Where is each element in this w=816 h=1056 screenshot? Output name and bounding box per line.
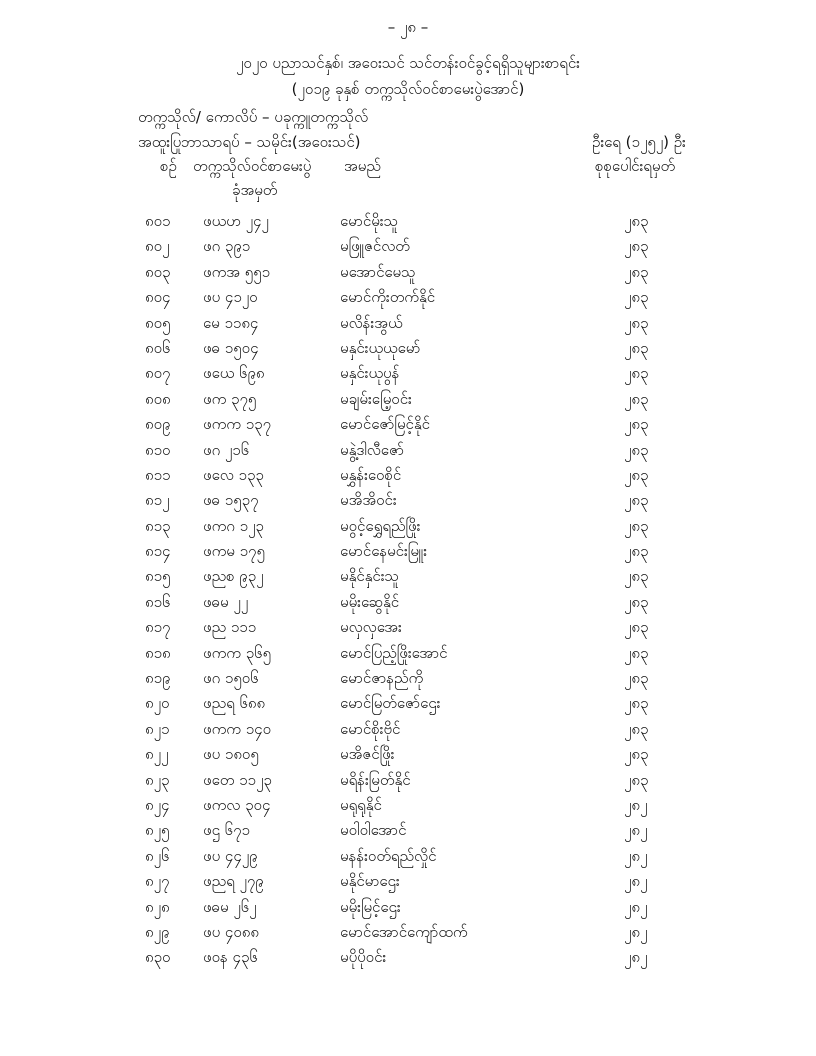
table-row — [0, 821, 816, 846]
score: ၂၈၃ — [624, 618, 649, 637]
column-header-name: အမည် — [344, 157, 381, 175]
student-name: မနွဲ့ဒါလီဇော် — [340, 440, 405, 459]
student-name: မနှင်းယုယုမော် — [340, 338, 421, 357]
table-row — [0, 517, 816, 542]
score: ၂၈၃ — [624, 364, 649, 383]
table-row — [0, 644, 816, 669]
table-row — [0, 314, 816, 339]
row-number: ၈၁၁ — [145, 465, 171, 484]
student-name: မရုရုနိုင် — [340, 795, 382, 814]
row-number: ၈၁၃ — [145, 516, 171, 535]
roll-number: ဖညရ ၆၈၈ — [203, 694, 266, 713]
score: ၂၈၃ — [624, 262, 649, 281]
table-row — [0, 898, 816, 923]
roll-number: ဖဌ ၆၇၁ — [203, 821, 250, 840]
roll-number: မေ ၁၁၈၄ — [203, 313, 259, 332]
student-name: မအောင်မေသူ — [340, 262, 416, 281]
score: ၂၈၂ — [624, 795, 648, 814]
row-number: ၈၀၄ — [145, 288, 171, 307]
roll-number: ဖညရ ၂၇၉ — [203, 872, 264, 891]
student-name: မအိဇင်ဖြိုး — [340, 745, 395, 764]
table-row — [0, 415, 816, 440]
row-number: ၈၂၅ — [145, 821, 170, 840]
score: ၂၈၃ — [624, 719, 649, 738]
table-row — [0, 720, 816, 745]
student-name: မနွှန်းဝေစိုင် — [340, 465, 402, 484]
total-count: ဦးရေ (၁၂၅၂) ဦး — [592, 133, 686, 151]
roll-number: ဖဂ ၃၉၁ — [203, 237, 251, 256]
roll-number: ဖပ ၁၈၀၅ — [203, 745, 259, 764]
column-header-roll-line2: ခုံအမှတ် — [232, 181, 278, 199]
table-row — [0, 796, 816, 821]
roll-number: ဖဓမ ၂၆၂ — [203, 897, 257, 916]
score: ၂၈၃ — [624, 567, 649, 586]
roll-number: ဖလေ ၁၃၃ — [203, 465, 264, 484]
table-row — [0, 694, 816, 719]
roll-number: ဖပ ၄၄၂၉ — [203, 846, 258, 865]
row-number: ၈၂၀ — [145, 694, 170, 713]
column-header-roll: တက္ကသိုလ်ဝင်စာမေးပွဲ — [193, 157, 312, 175]
student-name: မမိုးမြင့်ဌေး — [340, 897, 401, 916]
row-number: ၈၁၆ — [145, 592, 171, 611]
score: ၂၈၃ — [624, 694, 649, 713]
table-row — [0, 872, 816, 897]
student-name: မဝါဝါအောင် — [340, 821, 407, 840]
score: ၂၈၃ — [624, 338, 649, 357]
student-name: မဝွင့်ရွှေရည်ဖြိုး — [340, 516, 421, 535]
roll-number: ဖကအ ၅၅၁ — [203, 262, 271, 281]
student-name: မပိုပိုဝင်း — [340, 948, 387, 967]
table-row — [0, 847, 816, 872]
row-number: ၈၀၁ — [145, 212, 171, 230]
student-name: မလိန်းအွယ် — [340, 313, 403, 332]
score: ၂၈၃ — [624, 237, 649, 256]
student-name: မအိအိဝင်း — [340, 491, 397, 510]
table-row — [0, 390, 816, 415]
row-number: ၈၀၆ — [145, 338, 171, 357]
table-row — [0, 263, 816, 288]
table-row — [0, 745, 816, 770]
roll-number: ဖညစ ၉၃၂ — [203, 567, 264, 586]
score: ၂၈၃ — [624, 516, 649, 535]
score: ၂၈၃ — [624, 440, 649, 459]
roll-number: ဖဂ ၁၅၀၆ — [203, 669, 259, 688]
score: ၂၈၃ — [624, 643, 649, 662]
roll-number: ဖကက ၁၄၀ — [203, 719, 272, 738]
student-name: မနိုင်မာဌေး — [340, 872, 400, 891]
score: ၂၈၂ — [624, 948, 648, 967]
score: ၂၈၂ — [624, 872, 648, 891]
major-line: အထူးပြုဘာသာရပ် – သမိုင်း(အဝေးသင်) — [138, 133, 361, 151]
score: ၂၈၃ — [624, 491, 649, 510]
row-number: ၈၁၇ — [145, 618, 171, 637]
roll-number: ဖယေ ၆၉၈ — [203, 364, 265, 383]
score: ၂၈၃ — [624, 669, 649, 688]
student-name: မဖြူဇင်လတ် — [340, 237, 410, 256]
table-row — [0, 441, 816, 466]
roll-number: ဖဓ ၁၅၀၄ — [203, 338, 259, 357]
score: ၂၈၃ — [624, 465, 649, 484]
student-name: မောင်ကိုးတက်နိုင် — [340, 288, 436, 307]
row-number: ၈၀၂ — [145, 237, 170, 256]
student-name: မောင်ပြည့်ဖြိုးအောင် — [340, 643, 448, 662]
student-name: မောင်ဇာနည်ကို — [340, 669, 424, 688]
table-row — [0, 237, 816, 262]
roll-number: ဖကက ၃၆၅ — [203, 643, 272, 662]
row-number: ၈၀၇ — [145, 364, 171, 383]
score: ၂၈၃ — [624, 770, 649, 789]
score: ၂၈၃ — [624, 212, 649, 230]
table-row — [0, 364, 816, 389]
row-number: ၈၂၇ — [145, 872, 170, 891]
student-name: မောင်မြတ်ဇော်ဌေး — [340, 694, 441, 713]
score: ၂၈၃ — [624, 542, 649, 561]
student-name: မောင်အောင်ကျော်ထက် — [340, 922, 468, 941]
roll-number: ဖဓမ ၂၂ — [203, 592, 249, 611]
row-number: ၈၁၀ — [145, 440, 171, 459]
university-line: တက္ကသိုလ်/ ကောလိပ် – ပခုက္ကူတက္ကသိုလ် — [138, 108, 369, 126]
row-number: ၈၂၂ — [145, 745, 169, 764]
table-row — [0, 948, 816, 973]
table-row — [0, 212, 816, 237]
student-name: မနှင်းယုပွန် — [340, 364, 400, 383]
row-number: ၈၁၉ — [145, 669, 171, 688]
student-name: မောင်စိုးဗိုင် — [340, 719, 401, 738]
table-row — [0, 466, 816, 491]
row-number: ၈၂၆ — [145, 846, 170, 865]
table-row — [0, 593, 816, 618]
row-number: ၈၂၉ — [145, 922, 170, 941]
document-subtitle: (၂၀၁၉ ခုနှစ် တက္ကသိုလ်ဝင်စာမေးပွဲအောင်) — [291, 80, 525, 98]
roll-number: ဖကလ ၃၀၄ — [203, 795, 271, 814]
row-number: ၈၂၄ — [145, 795, 170, 814]
row-number: ၈၀၈ — [145, 389, 171, 408]
roll-number: ဖကမ ၁၇၅ — [203, 542, 265, 561]
roll-number: ဖဂ ၂၁၆ — [203, 440, 250, 459]
score: ၂၈၂ — [624, 922, 648, 941]
score: ၂၈၃ — [624, 592, 649, 611]
row-number: ၈၀၃ — [145, 262, 171, 281]
score: ၂၈၃ — [624, 745, 649, 764]
roll-number: ဖဝန ၄၃၆ — [203, 948, 258, 967]
row-number: ၈၀၅ — [145, 313, 171, 332]
row-number: ၈၁၄ — [145, 542, 171, 561]
table-row — [0, 618, 816, 643]
student-name: မမိုးဆွေနိုင် — [340, 592, 400, 611]
row-number: ၈၂၁ — [145, 719, 170, 738]
student-list — [0, 212, 816, 974]
score: ၂၈၃ — [624, 415, 649, 434]
row-number: ၈၀၉ — [145, 415, 171, 434]
student-name: မောင်မိုးသူ — [340, 212, 399, 230]
roll-number: ဖကဂ ၁၂၃ — [203, 516, 264, 535]
table-row — [0, 771, 816, 796]
row-number: ၈၁၈ — [145, 643, 171, 662]
document-title: ၂၀၂၀ ပညာသင်နှစ်၊ အဝေးသင် သင်တန်းဝင်ခွင့်ရရှိသူများစာရင်း — [236, 54, 580, 72]
student-name: မနိုင်နှင်းသူ — [340, 567, 400, 586]
table-row — [0, 669, 816, 694]
score: ၂၈၂ — [624, 821, 648, 840]
table-row — [0, 288, 816, 313]
table-row — [0, 339, 816, 364]
roll-number: ဖပ ၄၁၂၀ — [203, 288, 258, 307]
table-row — [0, 567, 816, 592]
score: ၂၈၂ — [624, 846, 648, 865]
column-header-no: စဉ် — [160, 157, 177, 175]
table-row — [0, 491, 816, 516]
table-row — [0, 923, 816, 948]
student-name: မရိန်းမြတ်နိုင် — [340, 770, 411, 789]
roll-number: ဖက ၃၇၅ — [203, 389, 257, 408]
student-name: မောင်နေမင်းမြူး — [340, 542, 428, 561]
score: ၂၈၃ — [624, 288, 649, 307]
column-header-score: စုစုပေါင်းရမှတ် — [595, 157, 676, 175]
row-number: ၈၃၀ — [145, 948, 171, 967]
student-name: မလှလှအေး — [340, 618, 402, 637]
row-number: ၈၁၅ — [145, 567, 171, 586]
roll-number: ဖတေ ၁၁၂၃ — [203, 770, 272, 789]
student-name: မနန်းဝတ်ရည်လှိုင် — [340, 846, 437, 865]
score: ၂၈၂ — [624, 897, 648, 916]
roll-number: ဖည ၁၁၁ — [203, 618, 257, 637]
row-number: ၈၂၃ — [145, 770, 170, 789]
roll-number: ဖဓ ၁၅၃၇ — [203, 491, 259, 510]
roll-number: ဖပ ၄၀၈၈ — [203, 922, 259, 941]
page-number: – ၂၈ – — [387, 18, 429, 36]
row-number: ၈၂၈ — [145, 897, 170, 916]
score: ၂၈၃ — [624, 389, 649, 408]
row-number: ၈၁၂ — [145, 491, 170, 510]
roll-number: ဖယဟ ၂၄၂ — [203, 212, 269, 230]
student-name: မောင်ဇော်မြင့်နိုင် — [340, 415, 430, 434]
score: ၂၈၃ — [624, 313, 649, 332]
student-name: မချမ်းမြေ့ဝင်း — [340, 389, 412, 408]
roll-number: ဖကက ၁၃၇ — [203, 415, 272, 434]
table-row — [0, 542, 816, 567]
